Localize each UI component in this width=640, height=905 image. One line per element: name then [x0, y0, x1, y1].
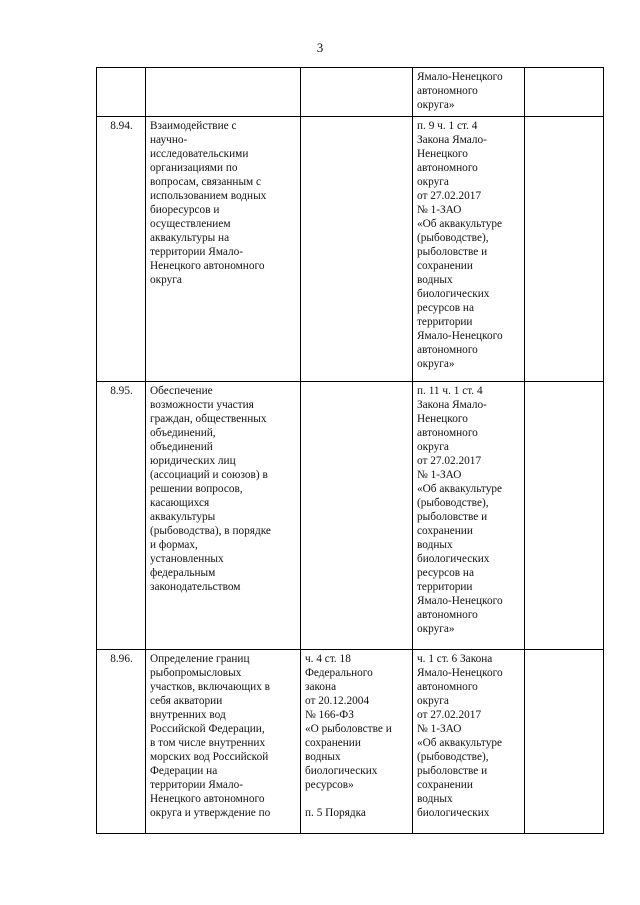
authority-description [146, 68, 301, 117]
federal-legal-basis [301, 382, 413, 650]
authority-description: Определение границ рыбопромысловых участков, включающих в себя акватории внутренних вод Российской Федерации, в том числе внутренних морских вод Российской Федерации на территории Ямало- Ненецкого автономного округа и утверждение по [146, 650, 301, 834]
regional-legal-basis: ч. 1 ст. 6 Закона Ямало-Ненецкого автономного округа от 27.02.2017 № 1-ЗАО «Об аквакультуре (рыбоводстве), рыболовстве и сохранении водных биологических [413, 650, 525, 834]
federal-legal-basis: ч. 4 ст. 18 Федерального закона от 20.12.2004 № 166-ФЗ «О рыболовстве и сохранении водных биологических ресурсов» п. 5 Порядка [301, 650, 413, 834]
table-row [97, 650, 604, 834]
note-cell [525, 68, 604, 117]
row-number: 8.95. [97, 382, 146, 650]
table-row [97, 117, 604, 382]
note-cell [525, 117, 604, 382]
regional-legal-basis: п. 9 ч. 1 ст. 4 Закона Ямало- Ненецкого автономного округа от 27.02.2017 № 1-ЗАО «Об аквакультуре (рыбоводстве), рыболовстве и сохранении водных биологических ресурсов на территории Ямало-Ненецкого автономного округа» [413, 117, 525, 382]
table-row-continuation [97, 68, 604, 117]
federal-legal-basis [301, 68, 413, 117]
row-number: 8.96. [97, 650, 146, 834]
note-cell [525, 650, 604, 834]
federal-legal-basis [301, 117, 413, 382]
row-number [97, 68, 146, 117]
table-row [97, 382, 604, 650]
authority-description: Взаимодействие с научно- исследовательскими организациями по вопросам, связанным с использованием водных биоресурсов и осуществлением аквакультуры на территории Ямало- Ненецкого автономного округа [146, 117, 301, 382]
regional-legal-basis: Ямало-Ненецкого автономного округа» [413, 68, 525, 117]
row-number: 8.94. [97, 117, 146, 382]
regional-legal-basis: п. 11 ч. 1 ст. 4 Закона Ямало- Ненецкого автономного округа от 27.02.2017 № 1-ЗАО «Об аквакультуре (рыбоводстве), рыболовстве и сохранении водных биологических ресурсов на территории Ямало-Ненецкого автономного округа» [413, 382, 525, 650]
authority-table [96, 67, 604, 834]
page-number: 3 [316, 40, 324, 55]
note-cell [525, 382, 604, 650]
authority-description: Обеспечение возможности участия граждан, общественных объединений, объединений юридических лиц (ассоциаций и союзов) в решении вопросов, касающихся аквакультуры (рыбоводства), в порядке и формах, установленных федеральным законодательством [146, 382, 301, 650]
